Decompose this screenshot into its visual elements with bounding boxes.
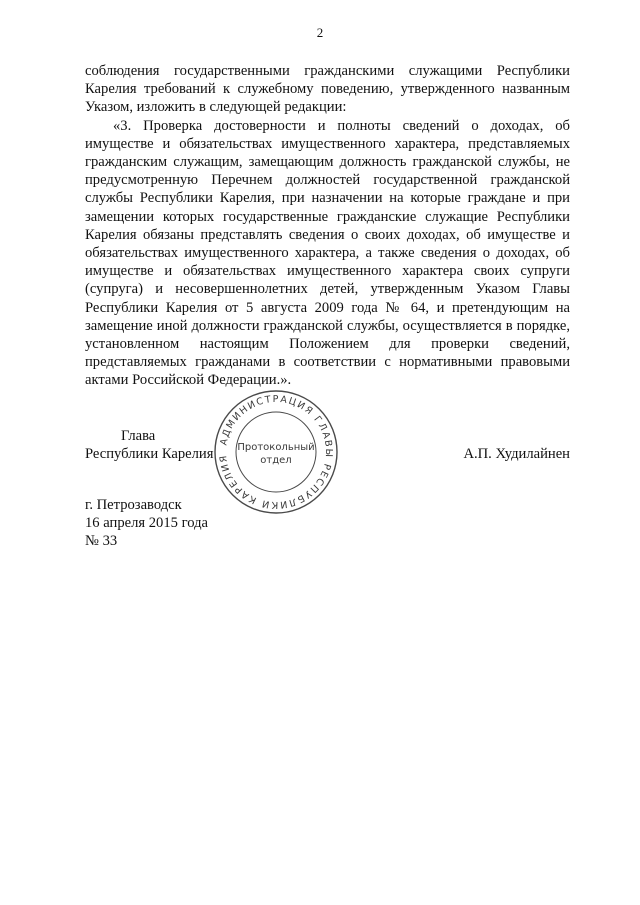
paragraph-continuation: соблюдения государственными гражданскими служащими Республики Карелия требований к служебному поведению, утвержденного названным Указом, изложить в следующей редакции:	[85, 63, 570, 116]
signatory-title-line1: Глава	[121, 428, 156, 444]
document-number: № 33	[85, 533, 118, 550]
signature-block	[85, 427, 570, 463]
stamp-inner-line1: Протокольный	[237, 442, 315, 453]
signatory-title-line2: Республики Карелия	[85, 446, 214, 463]
stamp-outer-text: АДМИНИСТРАЦИЯ ГЛАВЫ РЕСПУБЛИКИ КАРЕЛИЯ	[217, 393, 335, 511]
stamp-inner-line2: отдел	[260, 455, 292, 466]
paragraph-item-3: «3. Проверка достоверности и полноты сведений о доходах, об имуществе и обязательствах имущественного характера, представляемых гражданским служащим, замещающим должность гражданской службы, не предусмотренную Перечнем должностей государственной гражданской службы Республики Карелия, при назначении на которые граждане и при замещении которых государственные гражданские служащие Республики Карелия обязаны представлять сведения о своих доходах, об имуществе и обязательствах имущественного характера, а также сведения о доходах, об имуществе и обязательствах имущественного характера своих супруги (супруга) и несовершеннолетних детей, утвержденным Указом Главы Республики Карелия от 5 августа 2009 года № 64, и претендующим на замещение иной должности гражданской службы, осуществляется в порядке, установленном настоящим Положением для проверки сведений, представляемых гражданами в соответствии с нормативными правовыми актами Российской Федерации.».	[85, 117, 570, 389]
page-number: 2	[316, 25, 324, 40]
issue-date: 16 апреля 2015 года	[85, 515, 208, 532]
document-body	[85, 62, 570, 390]
signatory-name: А.П. Худилайнен	[463, 446, 570, 463]
place-date-block	[85, 496, 208, 551]
issue-place: г. Петрозаводск	[85, 497, 182, 513]
